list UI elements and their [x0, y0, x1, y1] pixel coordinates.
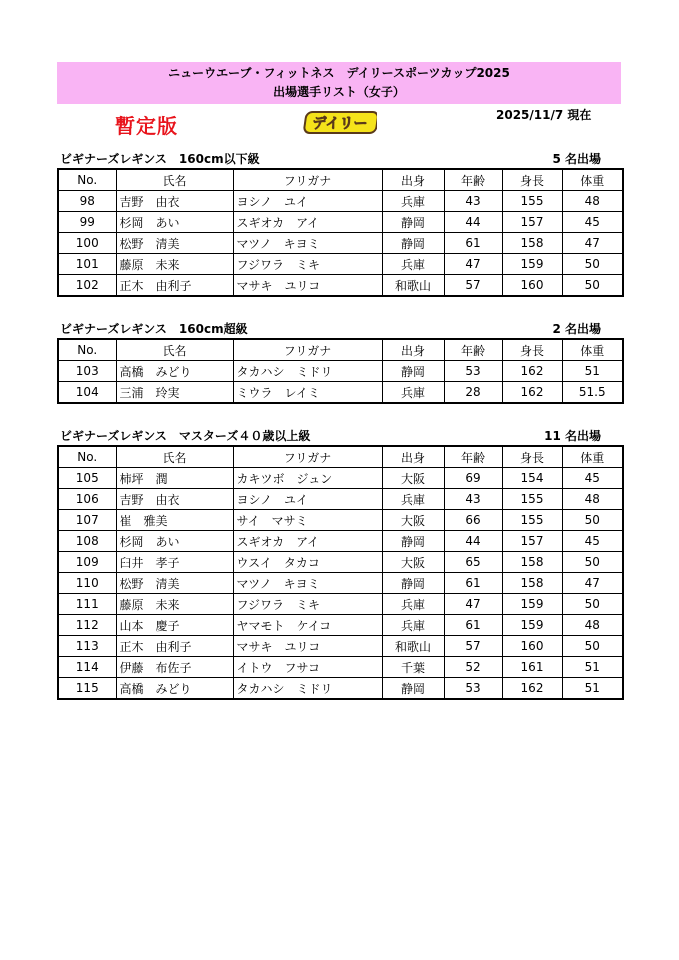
title-line-2: 出場選手リスト（女子） [273, 85, 405, 99]
cell-age: 44 [444, 531, 502, 552]
cell-furigana: マツノ キヨミ [233, 573, 382, 594]
cell-furigana: ヨシノ ユイ [233, 191, 382, 212]
column-header-number: No. [58, 339, 116, 361]
as-of-date: 2025/11/7 現在 [496, 108, 592, 122]
cell-name: 伊藤 布佐子 [116, 657, 233, 678]
table-row [58, 254, 623, 275]
cell-prefecture: 千葉 [382, 657, 444, 678]
cell-number: 101 [58, 254, 116, 275]
column-header-prefecture: 出身 [382, 339, 444, 361]
cell-number: 114 [58, 657, 116, 678]
cell-prefecture: 静岡 [382, 361, 444, 382]
table-row [58, 212, 623, 233]
title-line-1: ニューウエーブ・フィットネス デイリースポーツカップ2025 [168, 66, 510, 80]
cell-furigana: スギオカ アイ [233, 531, 382, 552]
cell-age: 52 [444, 657, 502, 678]
cell-furigana: マサキ ユリコ [233, 636, 382, 657]
entrant-count: 11 名出場 [544, 429, 601, 443]
cell-number: 99 [58, 212, 116, 233]
cell-prefecture: 静岡 [382, 678, 444, 700]
cell-name: 杉岡 あい [116, 212, 233, 233]
cell-weight: 51 [562, 657, 623, 678]
roster-table [57, 168, 624, 297]
cell-prefecture: 和歌山 [382, 275, 444, 297]
cell-weight: 50 [562, 254, 623, 275]
table-row [58, 531, 623, 552]
column-header-name: 氏名 [116, 169, 233, 191]
cell-name: 松野 清美 [116, 233, 233, 254]
column-header-height: 身長 [502, 446, 562, 468]
table-row [58, 615, 623, 636]
cell-height: 155 [502, 191, 562, 212]
cell-height: 158 [502, 552, 562, 573]
column-header-number: No. [58, 446, 116, 468]
table-row [58, 361, 623, 382]
cell-name: 柿坪 潤 [116, 468, 233, 489]
cell-name: 吉野 由衣 [116, 191, 233, 212]
cell-prefecture: 兵庫 [382, 191, 444, 212]
cell-weight: 45 [562, 531, 623, 552]
cell-height: 162 [502, 382, 562, 404]
cell-height: 155 [502, 489, 562, 510]
column-header-height: 身長 [502, 339, 562, 361]
table-row [58, 468, 623, 489]
cell-number: 105 [58, 468, 116, 489]
cell-name: 吉野 由衣 [116, 489, 233, 510]
cell-age: 47 [444, 254, 502, 275]
column-header-height: 身長 [502, 169, 562, 191]
cell-age: 47 [444, 594, 502, 615]
provisional-label: 暫定版 [115, 114, 178, 138]
cell-name: 松野 清美 [116, 573, 233, 594]
cell-number: 102 [58, 275, 116, 297]
cell-height: 160 [502, 275, 562, 297]
column-header-age: 年齢 [444, 446, 502, 468]
cell-number: 113 [58, 636, 116, 657]
cell-height: 155 [502, 510, 562, 531]
table-row [58, 489, 623, 510]
cell-prefecture: 兵庫 [382, 594, 444, 615]
cell-weight: 47 [562, 233, 623, 254]
cell-weight: 51.5 [562, 382, 623, 404]
column-header-weight: 体重 [562, 446, 623, 468]
cell-height: 157 [502, 212, 562, 233]
cell-height: 154 [502, 468, 562, 489]
cell-number: 112 [58, 615, 116, 636]
table-row [58, 233, 623, 254]
cell-name: 臼井 孝子 [116, 552, 233, 573]
cell-name: 三浦 玲実 [116, 382, 233, 404]
cell-furigana: スギオカ アイ [233, 212, 382, 233]
cell-prefecture: 大阪 [382, 552, 444, 573]
cell-number: 115 [58, 678, 116, 700]
cell-age: 61 [444, 615, 502, 636]
cell-weight: 50 [562, 552, 623, 573]
cell-height: 160 [502, 636, 562, 657]
cell-name: 正木 由利子 [116, 275, 233, 297]
cell-weight: 51 [562, 361, 623, 382]
cell-weight: 51 [562, 678, 623, 700]
table-header-row [58, 169, 623, 191]
cell-furigana: マツノ キヨミ [233, 233, 382, 254]
cell-prefecture: 静岡 [382, 531, 444, 552]
cell-prefecture: 兵庫 [382, 615, 444, 636]
cell-number: 98 [58, 191, 116, 212]
cell-age: 53 [444, 678, 502, 700]
cell-height: 162 [502, 361, 562, 382]
cell-weight: 50 [562, 636, 623, 657]
cell-number: 110 [58, 573, 116, 594]
cell-prefecture: 和歌山 [382, 636, 444, 657]
cell-age: 65 [444, 552, 502, 573]
cell-furigana: ウスイ タカコ [233, 552, 382, 573]
cell-prefecture: 大阪 [382, 468, 444, 489]
column-header-furigana: フリガナ [233, 446, 382, 468]
cell-height: 159 [502, 594, 562, 615]
cell-prefecture: 兵庫 [382, 254, 444, 275]
table-row [58, 573, 623, 594]
cell-height: 158 [502, 233, 562, 254]
cell-age: 66 [444, 510, 502, 531]
table-row [58, 510, 623, 531]
column-header-number: No. [58, 169, 116, 191]
cell-prefecture: 静岡 [382, 212, 444, 233]
cell-age: 57 [444, 275, 502, 297]
cell-prefecture: 静岡 [382, 233, 444, 254]
cell-height: 161 [502, 657, 562, 678]
table-row [58, 636, 623, 657]
roster-table [57, 445, 624, 700]
column-header-furigana: フリガナ [233, 169, 382, 191]
cell-number: 108 [58, 531, 116, 552]
cell-prefecture: 兵庫 [382, 382, 444, 404]
column-header-age: 年齢 [444, 339, 502, 361]
cell-furigana: タカハシ ミドリ [233, 361, 382, 382]
cell-name: 藤原 未来 [116, 254, 233, 275]
section-header [57, 150, 621, 166]
column-header-name: 氏名 [116, 339, 233, 361]
cell-weight: 50 [562, 275, 623, 297]
cell-prefecture: 大阪 [382, 510, 444, 531]
column-header-furigana: フリガナ [233, 339, 382, 361]
section-header [57, 427, 621, 443]
cell-furigana: ヤマモト ケイコ [233, 615, 382, 636]
cell-age: 43 [444, 489, 502, 510]
title-banner [57, 62, 621, 104]
cell-age: 61 [444, 573, 502, 594]
cell-height: 162 [502, 678, 562, 700]
cell-name: 山本 慶子 [116, 615, 233, 636]
column-header-name: 氏名 [116, 446, 233, 468]
column-header-weight: 体重 [562, 339, 623, 361]
cell-name: 高橋 みどり [116, 678, 233, 700]
category-title: ビギナーズレギンス 160cm超級 [60, 322, 248, 336]
cell-weight: 48 [562, 489, 623, 510]
cell-age: 28 [444, 382, 502, 404]
cell-weight: 48 [562, 191, 623, 212]
table-row [58, 678, 623, 700]
column-header-prefecture: 出身 [382, 169, 444, 191]
cell-weight: 47 [562, 573, 623, 594]
cell-prefecture: 静岡 [382, 573, 444, 594]
cell-prefecture: 兵庫 [382, 489, 444, 510]
cell-number: 104 [58, 382, 116, 404]
cell-name: 崔 雅美 [116, 510, 233, 531]
column-header-age: 年齢 [444, 169, 502, 191]
cell-name: 正木 由利子 [116, 636, 233, 657]
cell-furigana: イトウ フサコ [233, 657, 382, 678]
cell-name: 藤原 未来 [116, 594, 233, 615]
cell-height: 159 [502, 615, 562, 636]
logo-text: デイリー [312, 116, 368, 132]
table-row [58, 191, 623, 212]
table-row [58, 552, 623, 573]
cell-furigana: タカハシ ミドリ [233, 678, 382, 700]
cell-name: 杉岡 あい [116, 531, 233, 552]
cell-number: 103 [58, 361, 116, 382]
section-header [57, 320, 621, 336]
cell-age: 69 [444, 468, 502, 489]
roster-table [57, 338, 624, 404]
table-row [58, 275, 623, 297]
cell-number: 109 [58, 552, 116, 573]
cell-age: 61 [444, 233, 502, 254]
cell-number: 100 [58, 233, 116, 254]
cell-weight: 50 [562, 594, 623, 615]
cell-furigana: ヨシノ ユイ [233, 489, 382, 510]
cell-weight: 45 [562, 468, 623, 489]
cell-furigana: マサキ ユリコ [233, 275, 382, 297]
category-title: ビギナーズレギンス マスターズ４０歳以上級 [60, 429, 311, 443]
cell-age: 57 [444, 636, 502, 657]
column-header-weight: 体重 [562, 169, 623, 191]
cell-number: 106 [58, 489, 116, 510]
entrant-count: 5 名出場 [552, 152, 601, 166]
table-header-row [58, 339, 623, 361]
column-header-prefecture: 出身 [382, 446, 444, 468]
cell-furigana: サイ マサミ [233, 510, 382, 531]
table-header-row [58, 446, 623, 468]
cell-age: 43 [444, 191, 502, 212]
table-row [58, 657, 623, 678]
cell-furigana: ミウラ レイミ [233, 382, 382, 404]
cell-furigana: カキツボ ジュン [233, 468, 382, 489]
cell-number: 111 [58, 594, 116, 615]
cell-height: 157 [502, 531, 562, 552]
entrant-count: 2 名出場 [552, 322, 601, 336]
table-row [58, 594, 623, 615]
cell-height: 158 [502, 573, 562, 594]
cell-weight: 45 [562, 212, 623, 233]
cell-number: 107 [58, 510, 116, 531]
category-title: ビギナーズレギンス 160cm以下級 [60, 152, 260, 166]
cell-furigana: フジワラ ミキ [233, 594, 382, 615]
cell-weight: 50 [562, 510, 623, 531]
cell-age: 44 [444, 212, 502, 233]
daily-logo [303, 109, 377, 135]
cell-age: 53 [444, 361, 502, 382]
cell-furigana: フジワラ ミキ [233, 254, 382, 275]
cell-name: 高橋 みどり [116, 361, 233, 382]
cell-weight: 48 [562, 615, 623, 636]
table-row [58, 382, 623, 404]
cell-height: 159 [502, 254, 562, 275]
